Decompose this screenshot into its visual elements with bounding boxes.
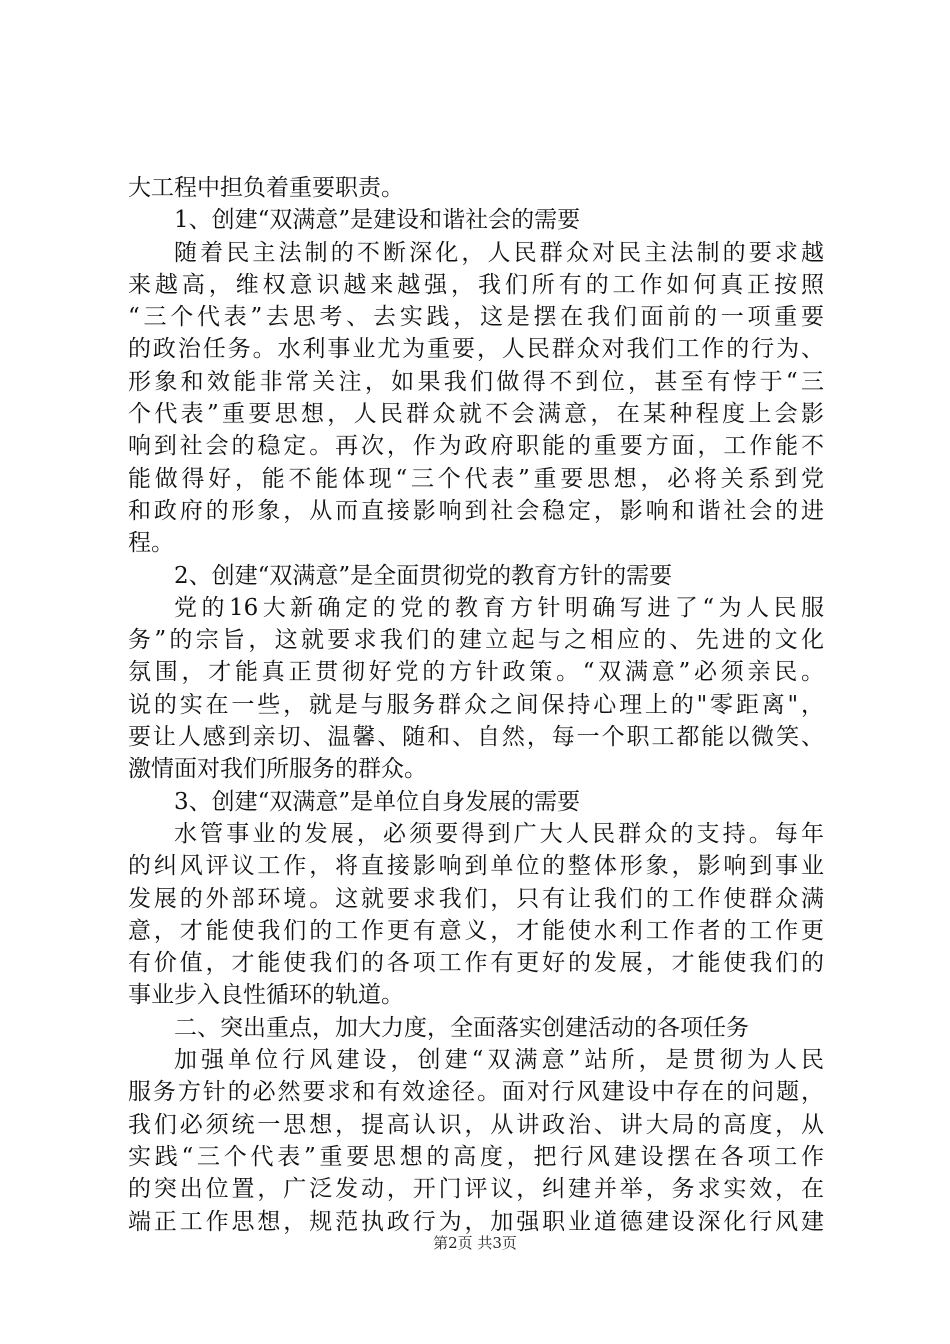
page-number-footer: 第2页 共3页 <box>433 1234 517 1252</box>
section-heading-2: 2、创建“双满意”是全面贯彻党的教育方针的需要 <box>174 562 673 589</box>
paragraph-line: 党的16大新确定的党的教育方针明确写进了“为人民服 <box>174 594 824 621</box>
paragraph-line: 激情面对我们所服务的群众。 <box>128 756 427 783</box>
paragraph-line: 能做得好，能不能体现“三个代表”重要思想，必将关系到党 <box>128 465 824 492</box>
paragraph-line: 事业步入良性循环的轨道。 <box>128 982 404 1009</box>
paragraph-line: 响到社会的稳定。再次，作为政府职能的重要方面，工作能不 <box>128 433 824 460</box>
paragraph-line: 的纠风评议工作，将直接影响到单位的整体形象，影响到事业 <box>128 853 824 880</box>
section-heading-1: 1、创建“双满意”是建设和谐社会的需要 <box>174 207 581 234</box>
paragraph-line: 发展的外部环境。这就要求我们，只有让我们的工作使群众满 <box>128 885 824 912</box>
paragraph-line: 水管事业的发展，必须要得到广大人民群众的支持。每年 <box>174 820 824 847</box>
paragraph-line: 的政治任务。水利事业尤为重要，人民群众对我们工作的行为、 <box>128 336 824 363</box>
paragraph-line: 氛围，才能真正贯彻好党的方针政策。“双满意”必须亲民。 <box>128 659 824 686</box>
section-heading-3: 3、创建“双满意”是单位自身发展的需要 <box>174 788 581 815</box>
paragraph-line: 说的实在一些，就是与服务群众之间保持心理上的"零距离"， <box>128 691 824 718</box>
paragraph-line: 的突出位置，广泛发动，开门评议，纠建并举，务求实效，在 <box>128 1176 824 1203</box>
paragraph-line: 要让人感到亲切、温馨、随和、自然，每一个职工都能以微笑、 <box>128 724 824 751</box>
paragraph-line: 意，才能使我们的工作更有意义，才能使水利工作者的工作更 <box>128 917 824 944</box>
paragraph-line: “三个代表”去思考、去实践，这是摆在我们面前的一项重要 <box>128 304 824 331</box>
paragraph-line: 加强单位行风建设，创建“双满意”站所，是贯彻为人民 <box>174 1047 824 1074</box>
paragraph-line: 形象和效能非常关注，如果我们做得不到位，甚至有悖于“三 <box>128 368 824 395</box>
paragraph-line: 随着民主法制的不断深化，人民群众对民主法制的要求越 <box>174 239 824 266</box>
paragraph-line: 有价值，才能使我们的各项工作有更好的发展，才能使我们的 <box>128 950 824 977</box>
paragraph-line: 程。 <box>128 530 174 557</box>
text-line: 大工程中担负着重要职责。 <box>128 175 404 201</box>
paragraph-line: 个代表”重要思想，人民群众就不会满意，在某种程度上会影 <box>128 401 824 428</box>
paragraph-line: 端正工作思想，规范执政行为，加强职业道德建设深化行风建 <box>128 1208 824 1235</box>
paragraph-line: 来越高，维权意识越来越强，我们所有的工作如何真正按照 <box>128 271 824 298</box>
paragraph-line: 实践“三个代表”重要思想的高度，把行风建设摆在各项工作 <box>128 1143 824 1170</box>
paragraph-line: 服务方针的必然要求和有效途径。面对行风建设中存在的问题， <box>128 1079 824 1106</box>
document-body <box>128 172 824 1238</box>
paragraph-line: 我们必须统一思想，提高认识，从讲政治、讲大局的高度，从 <box>128 1111 824 1138</box>
section-heading-part-2: 二、突出重点，加大力度，全面落实创建活动的各项任务 <box>174 1014 749 1041</box>
paragraph-line: 务”的宗旨，这就要求我们的建立起与之相应的、先进的文化 <box>128 627 824 654</box>
paragraph-line: 和政府的形象，从而直接影响到社会稳定，影响和谐社会的进 <box>128 497 824 524</box>
